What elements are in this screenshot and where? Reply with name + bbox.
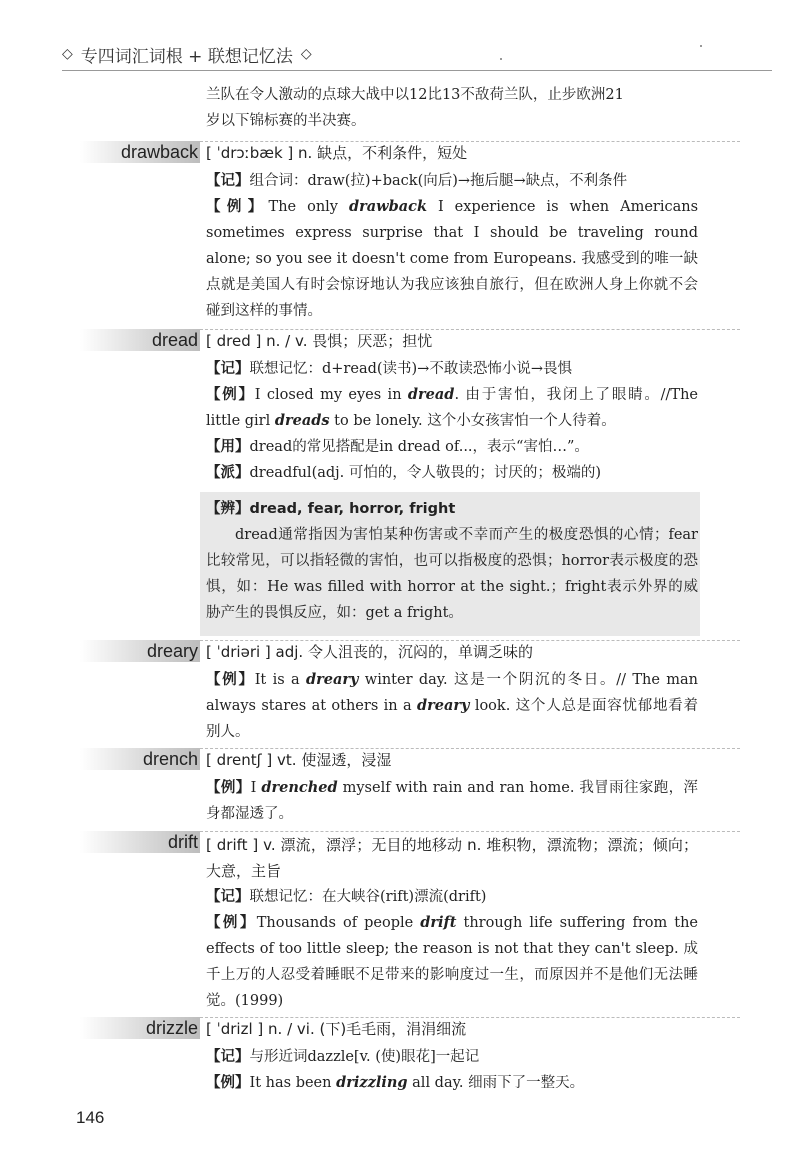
headword: drift — [167, 832, 198, 852]
entry-drift-body — [206, 832, 698, 1014]
diamond-icon: ◇ — [300, 46, 312, 62]
definition: [ ˈdrɔːbæk ] n. 缺点，不利条件，短处 — [206, 144, 468, 162]
intro-text: 兰队在令人激动的点球大战中以12比13不敌荷兰队，止步欧洲21 岁以下锦标赛的半决赛。 — [206, 87, 624, 129]
entry-dread-body — [206, 330, 698, 486]
usage-line: 【用】dread的常见搭配是in dread of...，表示“害怕…”。 — [206, 439, 589, 455]
entry-dreary-body — [206, 641, 698, 745]
speck — [700, 45, 702, 47]
example: 【例】Thousands of people drift through life suffering from the effects of too little sleep; the reason is not that they can't sleep. 成千上万的人忍受着睡眠不足带来的影响度过一生，而原因并不是他们无法睡觉。(1999) — [206, 914, 698, 1009]
entry-drawback-body — [206, 142, 698, 324]
derivative-line: 【派】dreadful(adj. 可怕的，令人敬畏的；讨厌的；极端的) — [206, 465, 602, 481]
definition: [ drift ] v. 漂流，漂浮；无目的地移动 n. 堆积物，漂流物；漂流；倾向；大意，主旨 — [206, 836, 698, 880]
header-title: 专四词汇词根 + 联想记忆法 — [80, 46, 293, 67]
memory-line: 【记】联想记忆：d+read(读书)→不敢读恐怖小说→畏惧 — [206, 361, 572, 377]
headword: drawback — [120, 142, 198, 162]
headword: dreary — [146, 641, 198, 661]
definition: [ dred ] n. / v. 畏惧；厌恶；担忧 — [206, 332, 433, 350]
definition: [ ˈdriəri ] adj. 令人沮丧的，沉闷的，单调乏味的 — [206, 643, 533, 661]
definition: [ drentʃ ] vt. 使湿透，浸湿 — [206, 751, 392, 769]
entry-drizzle-body — [206, 1018, 698, 1096]
headword: drench — [142, 749, 198, 769]
speck — [500, 58, 502, 60]
headword: dread — [151, 330, 198, 350]
example: 【例】It is a dreary winter day. 这是一个阴沉的冬日。// The man always stares at others in a dreary look. 这个人总是面容忧郁地看着别人。 — [206, 671, 699, 740]
headword: drizzle — [145, 1018, 198, 1038]
page-number: 146 — [76, 1108, 105, 1127]
distinction-title: 【辨】dread, fear, horror, fright — [206, 501, 456, 517]
distinction-body: dread通常指因为害怕某种伤害或不幸而产生的极度恐惧的心情；fear比较常见，可以指轻微的害怕，也可以指极度的恐惧；horror表示极度的恐惧，如：He was filled with horror at the sight.；fright表示外界的威胁产生的畏惧反应，如：get a fright。 — [206, 527, 698, 621]
example: 【例】The only drawback I experience is when Americans sometimes express surprise that I should be traveling round alone; so you see it doesn't come from Europeans. 我感受到的唯一缺点就是美国人有时会惊讶地认为我应该独自旅行，但在欧洲人身上你就不会碰到这样的事情。 — [206, 198, 699, 319]
memory-line: 【记】联想记忆：在大峡谷(rift)漂流(drift) — [206, 889, 487, 905]
definition: [ ˈdrizl ] n. / vi. (下)毛毛雨，涓涓细流 — [206, 1020, 467, 1038]
diamond-icon: ◇ — [62, 46, 73, 62]
page-header — [62, 38, 772, 71]
example: 【例】It has been drizzling all day. 细雨下了一整天。 — [206, 1074, 585, 1091]
distinction-text — [206, 496, 698, 626]
memory-line: 【记】与形近词dazzle[v. (使)眼花]一起记 — [206, 1049, 480, 1065]
example: 【例】I closed my eyes in dread. 由于害怕，我闭上了眼睛。//The little girl dreads to be lonely. 这个小女孩害怕一个人待着。 — [206, 386, 698, 429]
entry-drench-body — [206, 749, 698, 827]
example: 【例】I drenched myself with rain and ran home. 我冒雨往家跑，浑身都湿透了。 — [206, 779, 699, 822]
memory-line: 【记】组合词：draw(拉)+back(向后)→拖后腿→缺点，不利条件 — [206, 173, 628, 189]
